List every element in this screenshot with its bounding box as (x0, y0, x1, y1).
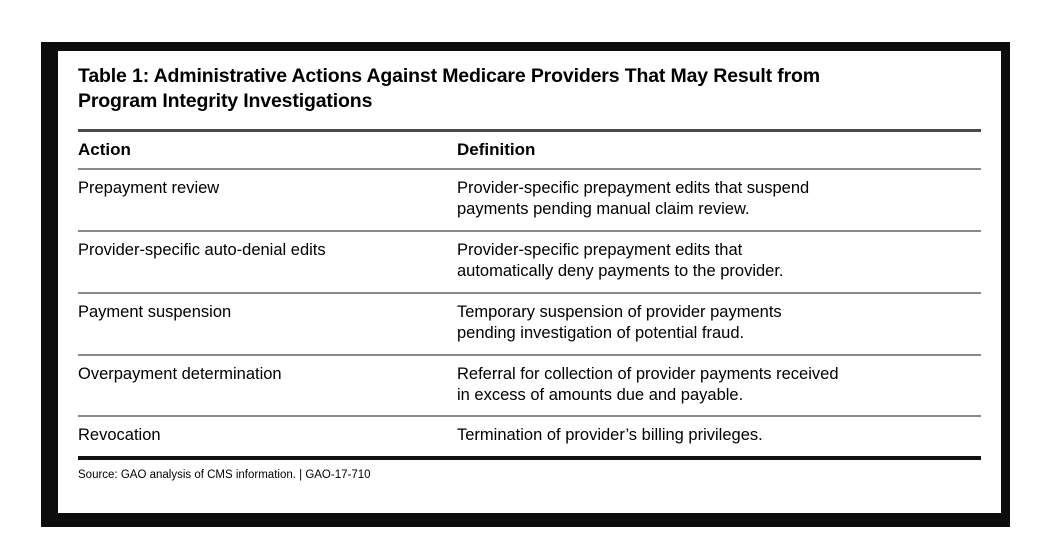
cell-definition (457, 169, 981, 231)
cell-action: Prepayment review (78, 169, 457, 231)
table-title-line-2: Program Integrity Investigations (78, 89, 373, 112)
table-row (78, 416, 981, 457)
table-body (78, 169, 981, 458)
definition-line: Termination of provider’s billing privileges. (457, 426, 763, 445)
cell-action: Revocation (78, 416, 457, 457)
definition-line: payments pending manual claim review. (457, 200, 750, 219)
cell-definition (457, 355, 981, 417)
cell-action: Overpayment determination (78, 355, 457, 417)
table-title (58, 51, 1001, 114)
table-header-row (78, 130, 981, 169)
definition-line: Referral for collection of provider payments received (457, 364, 839, 383)
table-row (78, 231, 981, 293)
cell-definition (457, 416, 981, 457)
definition-line: in excess of amounts due and payable. (457, 385, 744, 404)
table-row (78, 355, 981, 417)
cell-action: Payment suspension (78, 293, 457, 355)
figure-black-frame (41, 42, 1010, 527)
definition-line: Temporary suspension of provider payments (457, 302, 782, 321)
definition-line: pending investigation of potential fraud. (457, 324, 745, 343)
definition-line: automatically deny payments to the provider. (457, 262, 784, 281)
column-header-definition: Definition (457, 130, 981, 169)
table-title-line-1: Table 1: Administrative Actions Against Medicare Providers That May Result from (78, 65, 820, 87)
figure-content-area (58, 51, 1001, 513)
source-note: Source: GAO analysis of CMS information. | GAO-17-710 (78, 468, 371, 481)
cell-definition (457, 293, 981, 355)
definition-line: Provider-specific prepayment edits that suspend (457, 178, 810, 197)
table-row (78, 293, 981, 355)
cell-action: Provider-specific auto-denial edits (78, 231, 457, 293)
cell-definition (457, 231, 981, 293)
column-header-action: Action (78, 130, 457, 169)
administrative-actions-table (78, 129, 981, 460)
definition-line: Provider-specific prepayment edits that (457, 240, 743, 259)
table-header (78, 130, 981, 169)
table-row (78, 169, 981, 231)
